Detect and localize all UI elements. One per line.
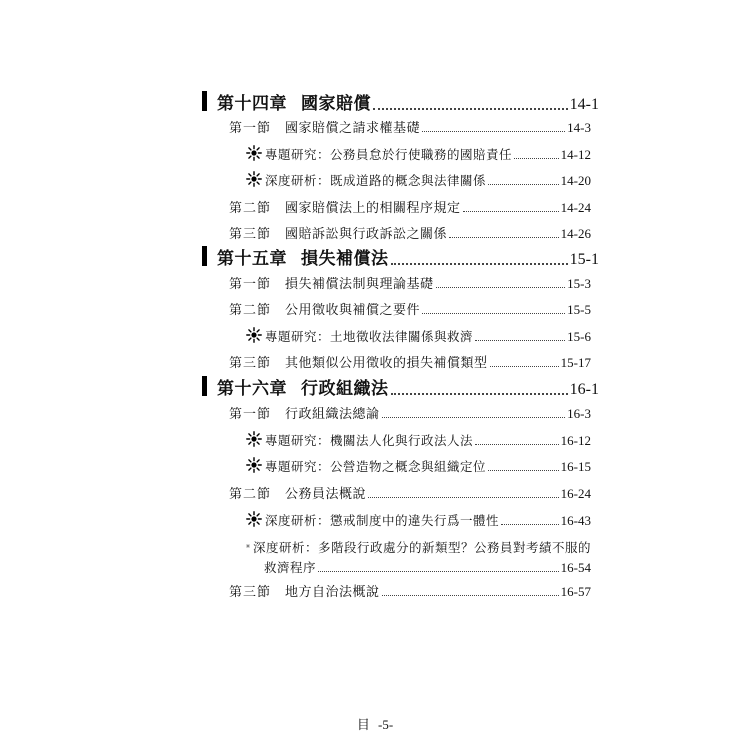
- special-title: 懲戒制度中的違失行爲一體性: [330, 513, 500, 528]
- toc-special-topic[interactable]: [246, 536, 591, 576]
- dot-leader: [490, 366, 559, 367]
- section-number: 第二節: [229, 303, 272, 318]
- dot-leader: [488, 184, 559, 185]
- chapter-marker-bar: [202, 376, 207, 396]
- dot-leader: [422, 131, 565, 132]
- page-number: 14-3: [567, 120, 591, 135]
- toc-section[interactable]: [229, 580, 591, 600]
- page-number: 16-43: [560, 513, 591, 528]
- section-title: 地方自治法概說: [285, 585, 380, 600]
- toc-chapter-14[interactable]: [202, 88, 599, 114]
- section-title: 國家賠償法上的相關程序規定: [285, 201, 461, 216]
- dot-leader: [391, 393, 568, 395]
- chapter-title: 國家賠償: [301, 94, 371, 114]
- toc-section[interactable]: [229, 116, 591, 136]
- sun-burst-icon: [246, 538, 250, 554]
- special-label: 專題研究：: [265, 459, 331, 474]
- chapter-marker-bar: [202, 246, 207, 266]
- page-number: 16-57: [560, 584, 591, 599]
- section-number: 第三節: [229, 585, 272, 600]
- dot-leader: [391, 263, 568, 265]
- section-number: 第二節: [229, 487, 272, 502]
- toc-special-topic[interactable]: [246, 325, 591, 345]
- chapter-title: 行政組織法: [301, 379, 389, 399]
- dot-leader: [382, 417, 566, 418]
- sun-burst-icon: [246, 327, 262, 343]
- toc-section[interactable]: [229, 196, 591, 216]
- section-title: 公用徵收與補償之要件: [285, 303, 421, 318]
- special-label: 深度研析：: [265, 173, 331, 188]
- dot-leader: [475, 340, 565, 341]
- page-number: 16-15: [560, 459, 591, 474]
- sun-burst-icon: [246, 457, 262, 473]
- dot-leader: [449, 237, 559, 238]
- page-number: 15-17: [560, 355, 591, 370]
- dot-leader: [318, 571, 559, 572]
- section-title: 公務員法概說: [285, 487, 367, 502]
- special-label: 專題研究：: [265, 433, 331, 448]
- special-label: 深度研析：: [265, 513, 331, 528]
- special-title: 公務員怠於行使職務的國賠責任: [330, 147, 513, 162]
- dot-leader: [373, 108, 568, 110]
- toc-section[interactable]: [229, 482, 591, 502]
- sun-burst-icon: [246, 171, 262, 187]
- special-title: 既成道路的概念與法律關係: [330, 173, 487, 188]
- toc-special-topic[interactable]: [246, 169, 591, 189]
- page-number: 14-26: [560, 226, 591, 241]
- footer-label: 目: [356, 718, 370, 733]
- page-number: 15-6: [567, 329, 591, 344]
- page-number: 16-54: [560, 560, 591, 575]
- toc-section[interactable]: [229, 351, 591, 371]
- page-number: 14-1: [569, 96, 599, 113]
- page-footer: [0, 714, 750, 733]
- dot-leader: [475, 444, 559, 445]
- special-title: 土地徵收法律關係與救濟: [330, 329, 474, 344]
- section-number: 第一節: [229, 121, 272, 136]
- toc-special-topic[interactable]: [246, 455, 591, 475]
- special-title-continuation: [246, 556, 591, 576]
- page-number: 16-3: [567, 406, 591, 421]
- special-title: 多階段行政處分的新類型？公務員對考績不服的: [317, 540, 591, 555]
- toc-section[interactable]: [229, 298, 591, 318]
- sun-burst-icon: [246, 431, 262, 447]
- toc-special-topic[interactable]: [246, 509, 591, 529]
- section-title: 損失補償法制與理論基礎: [285, 277, 434, 292]
- special-title-line: [246, 536, 591, 556]
- section-number: 第一節: [229, 407, 272, 422]
- section-title: 行政組織法總論: [285, 407, 380, 422]
- chapter-number: 第十五章: [217, 249, 287, 269]
- special-title: 公營造物之概念與組織定位: [330, 459, 487, 474]
- dot-leader: [501, 524, 559, 525]
- section-number: 第一節: [229, 277, 272, 292]
- page-number: 16-12: [560, 433, 591, 448]
- page-number: 16-24: [560, 486, 591, 501]
- chapter-number: 第十六章: [217, 379, 287, 399]
- dot-leader: [368, 497, 559, 498]
- toc-special-topic[interactable]: [246, 143, 591, 163]
- toc-chapter-15[interactable]: [202, 243, 599, 269]
- section-title: 國賠訴訟與行政訴訟之關係: [285, 227, 448, 242]
- page-number: 14-20: [560, 173, 591, 188]
- page-number: 14-24: [560, 200, 591, 215]
- footer-page-number: -5-: [377, 717, 394, 732]
- special-title: 機關法人化與行政法人法: [330, 433, 474, 448]
- toc-section[interactable]: [229, 402, 591, 422]
- dot-leader: [463, 211, 559, 212]
- dot-leader: [488, 470, 559, 471]
- special-label: 專題研究：: [265, 147, 331, 162]
- page-number: 16-1: [569, 381, 599, 398]
- page-number: 15-5: [567, 302, 591, 317]
- toc-special-topic[interactable]: [246, 429, 591, 449]
- page-number: 14-12: [560, 147, 591, 162]
- dot-leader: [514, 158, 559, 159]
- sun-burst-icon: [246, 145, 262, 161]
- section-number: 第三節: [229, 227, 272, 242]
- sun-burst-icon: [246, 511, 262, 527]
- chapter-marker-bar: [202, 91, 207, 111]
- toc-section[interactable]: [229, 222, 591, 242]
- special-label: 深度研析：: [252, 540, 318, 555]
- dot-leader: [422, 313, 565, 314]
- page-number: 15-3: [567, 276, 591, 291]
- dot-leader: [382, 595, 559, 596]
- special-label: 專題研究：: [265, 329, 331, 344]
- dot-leader: [436, 287, 566, 288]
- toc-section[interactable]: [229, 272, 591, 292]
- section-number: 第二節: [229, 201, 272, 216]
- chapter-title: 損失補償法: [301, 249, 389, 269]
- special-title-cont: 救濟程序: [264, 560, 317, 575]
- section-title: 國家賠償之請求權基礎: [285, 121, 421, 136]
- toc-chapter-16[interactable]: [202, 373, 599, 399]
- section-number: 第三節: [229, 356, 272, 371]
- section-title: 其他類似公用徵收的損失補償類型: [285, 356, 488, 371]
- page-number: 15-1: [569, 251, 599, 268]
- chapter-number: 第十四章: [217, 94, 287, 114]
